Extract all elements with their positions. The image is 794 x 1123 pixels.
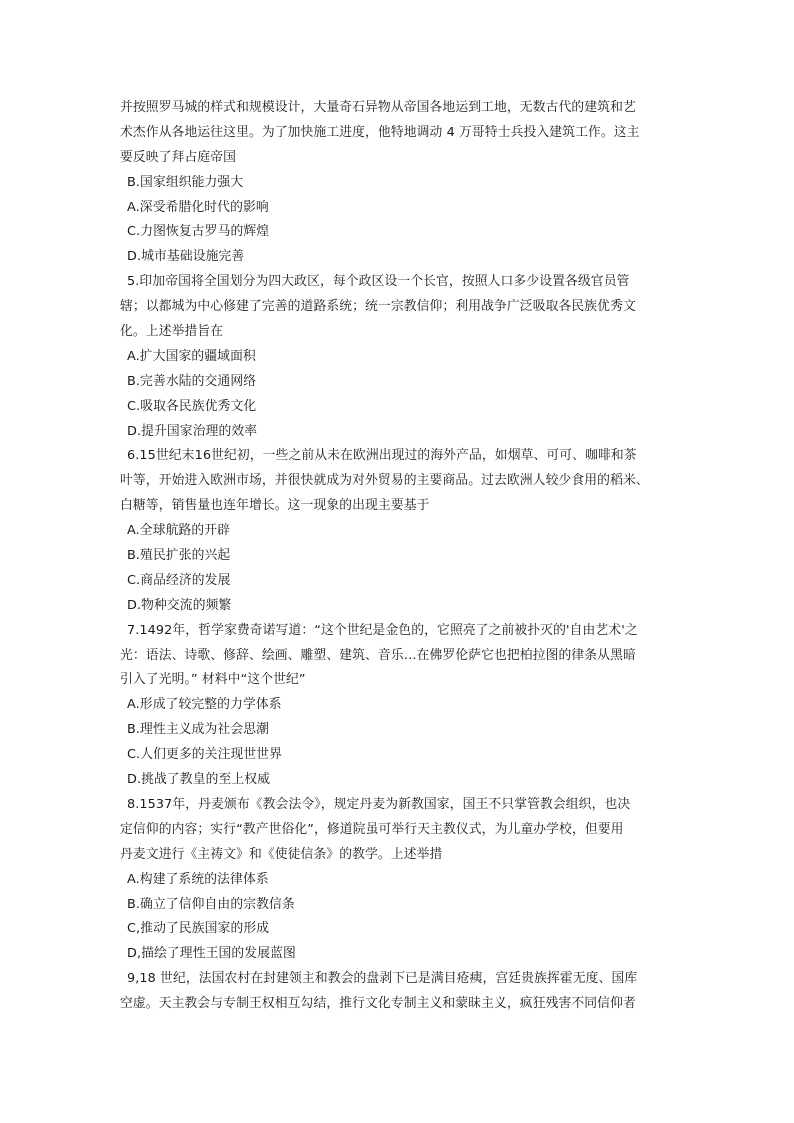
question-8-option-a: A.构建了系统的法律体系 — [127, 871, 269, 887]
question-6-stem-line: 叶等，开始进入欧洲市场，并很快就成为对外贸易的主要商品。过去欧洲人较少食用的稻米、 — [120, 473, 649, 489]
question-8-stem-line: 8.1537年，丹麦颁布《教会法令》，规定丹麦为新教国家，国王不只掌管教会组织，也决 — [127, 796, 631, 812]
question-4 — [120, 96, 685, 270]
question-5-option-a: A.扩大国家的疆域面积 — [127, 348, 256, 364]
question-4-stem-line: 要反映了拜占庭帝国 — [120, 149, 237, 165]
question-4-stem-line: 术杰作从各地运往这里。为了加快施工进度，他特地调动 4 万哥特士兵投入建筑工作。这主 — [120, 124, 640, 140]
question-6-option-d: D.物种交流的频繁 — [127, 597, 232, 613]
question-5-stem-line: 化。上述举措旨在 — [120, 324, 224, 340]
question-8 — [120, 793, 685, 967]
question-7-option-c: C.人们更多的关注现世世界 — [127, 747, 283, 763]
question-4-option-c: C.力图恢复古罗马的辉煌 — [127, 224, 270, 240]
question-7-stem-line: 引入了光明。” 材料中“这个世纪” — [120, 672, 306, 688]
question-9-stem-line: 9,18 世纪，法国农村在封建领主和教会的盘剥下已是满目疮痍，宫廷贵族挥霍无度、国库 — [127, 971, 638, 987]
question-4-stem-line: 并按照罗马城的样式和规模设计，大量奇石异物从帝国各地运到工地，无数古代的建筑和艺 — [120, 100, 636, 115]
question-4-option-a: A.深受希腊化时代的影响 — [127, 199, 269, 215]
question-7-option-b: B.理性主义成为社会思潮 — [127, 722, 270, 738]
question-7-stem-line: 光：语法、诗歌、修辞、绘画、雕塑、建筑、音乐…在佛罗伦萨它也把柏拉图的律条从黑暗 — [120, 647, 636, 663]
question-6-stem-line: 6.15世纪末16世纪初，一些之前从未在欧洲出现过的海外产品，如烟草、可可、咖啡和茶 — [127, 448, 637, 464]
question-6-stem-line: 白糖等，销售量也连年增长。这一现象的出现主要基于 — [120, 498, 430, 514]
question-9-stem-line: 空虚。天主教会与专制王权相互勾结，推行文化专制主义和蒙昧主义，疯狂残害不同信仰者 — [120, 996, 636, 1012]
question-6 — [120, 444, 685, 618]
question-5 — [120, 270, 685, 444]
question-6-option-b: B.殖民扩张的兴起 — [127, 548, 231, 564]
question-5-option-d: D.提升国家治理的效率 — [127, 423, 258, 439]
question-5-stem-line: 辖；以都城为中心修建了完善的道路系统；统一宗教信仰；利用战争广泛吸取各民族优秀文 — [120, 299, 636, 315]
question-8-option-c: C,推动了民族国家的形成 — [127, 921, 270, 937]
question-4-option-b: B.国家组织能力强大 — [127, 174, 244, 190]
question-7 — [120, 619, 685, 793]
question-7-stem-line: 7.1492年，哲学家费奇诺写道：“这个世纪是金色的，它照亮了之前被扑灭的'自由艺术'之 — [127, 622, 638, 638]
question-8-stem-line: 定信仰的内容；实行“教产世俗化”，修道院虽可举行天主教仪式，为儿童办学校，但要用 — [120, 821, 624, 837]
question-6-option-c: C.商品经济的发展 — [127, 572, 231, 588]
document-content — [120, 96, 685, 1017]
question-4-option-d: D.城市基础设施完善 — [127, 249, 245, 265]
question-5-option-b: B.完善水陆的交通网络 — [127, 373, 257, 389]
question-6-option-a: A.全球航路的开辟 — [127, 523, 231, 539]
question-9 — [120, 967, 685, 1017]
question-8-option-b: B.确立了信仰自由的宗教信条 — [127, 896, 295, 912]
question-8-option-d: D,描绘了理性王国的发展蓝图 — [127, 946, 296, 962]
question-8-stem-line: 丹麦文进行《主祷文》和《使徒信条》的教学。上述举措 — [120, 846, 443, 862]
question-7-option-a: A.形成了较完整的力学体系 — [127, 697, 282, 713]
question-5-stem-line: 5.印加帝国将全国划分为四大政区，每个政区设一个长官，按照人口多少设置各级官员管 — [127, 274, 630, 290]
question-7-option-d: D.挑战了教皇的至上权威 — [127, 772, 271, 788]
question-5-option-c: C.吸取各民族优秀文化 — [127, 398, 257, 414]
